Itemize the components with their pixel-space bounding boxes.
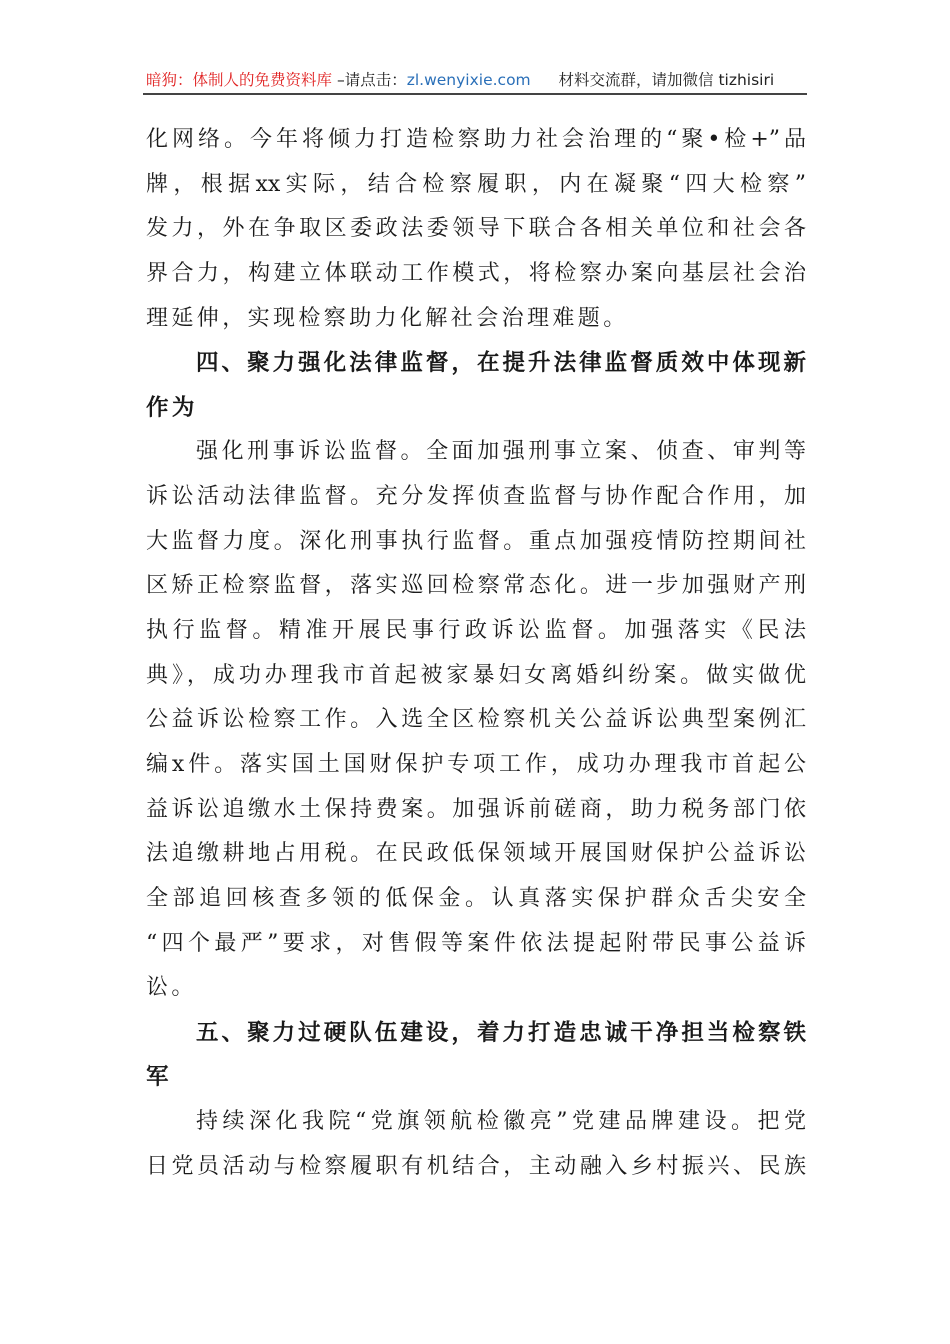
paragraph-line: 界合力，构建立体联动工作模式，将检察办案向基层社会治 <box>146 260 806 286</box>
section-heading-line: 军 <box>146 1064 172 1091</box>
paragraph-line: 理延伸，实现检察助力化解社会治理难题。 <box>146 305 629 331</box>
paragraph-line: 全部追回核查多领的低保金。认真落实保护群众舌尖安全 <box>146 885 806 911</box>
paragraph-line: 化网络。今年将倾力打造检察助力社会治理的“聚•检+”品 <box>146 127 806 152</box>
paragraph-line: 强化刑事诉讼监督。全面加强刑事立案、侦查、审判等 <box>196 439 806 465</box>
paragraph-line: 编x件。落实国土国财保护专项工作，成功办理我市首起公 <box>146 751 806 777</box>
paragraph-line: 持续深化我院“党旗领航检徽亮”党建品牌建设。把党 <box>196 1109 806 1135</box>
paragraph-line: 典》，成功办理我市首起被家暴妇女离婚纠纷案。做实做优 <box>146 662 806 688</box>
paragraph-line: 日党员活动与检察履职有机结合，主动融入乡村振兴、民族 <box>146 1153 806 1179</box>
paragraph-line: 执行监督。精准开展民事行政诉讼监督。加强落实《民法 <box>146 618 806 644</box>
page-header <box>146 68 806 92</box>
paragraph-line: 牌，根据xx实际，结合检察履职，内在凝聚“四大检察” <box>146 171 806 197</box>
group-note: 材料交流群，请加微信 tizhisiri <box>558 71 775 89</box>
document-body <box>146 118 806 1189</box>
paragraph-line: 法追缴耕地占用税。在民政低保领域开展国财保护公益诉讼 <box>146 841 806 867</box>
section-heading-line: 四、聚力强化法律监督，在提升法律监督质效中体现新 <box>196 350 806 377</box>
paragraph-line: 发力，外在争取区委政法委领导下联合各相关单位和社会各 <box>146 216 806 242</box>
paragraph-line: 大监督力度。深化刑事执行监督。重点加强疫情防控期间社 <box>146 528 806 554</box>
paragraph-line: 诉讼活动法律监督。充分发挥侦查监督与协作配合作用，加 <box>146 484 806 510</box>
paragraph-line: 区矫正检察监督，落实巡回检察常态化。进一步加强财产刑 <box>146 573 806 599</box>
section-heading-line: 作为 <box>146 394 198 421</box>
brand-text: 暗狗：体制人的免费资料库 <box>146 71 333 89</box>
click-prompt: –请点击： <box>336 71 407 89</box>
paragraph-line: 公益诉讼检察工作。入选全区检察机关公益诉讼典型案例汇 <box>146 707 806 733</box>
paragraph-line: 益诉讼追缴水土保持费案。加强诉前磋商，助力税务部门依 <box>146 796 806 822</box>
paragraph-line: 讼。 <box>146 975 197 1001</box>
paragraph-line: “四个最严”要求，对售假等案件依法提起附带民事公益诉 <box>146 930 806 956</box>
section-heading-line: 五、聚力过硬队伍建设，着力打造忠诚干净担当检察铁 <box>196 1019 806 1046</box>
site-link[interactable]: zl.wenyixie.com <box>406 71 531 89</box>
header-divider <box>143 93 807 95</box>
